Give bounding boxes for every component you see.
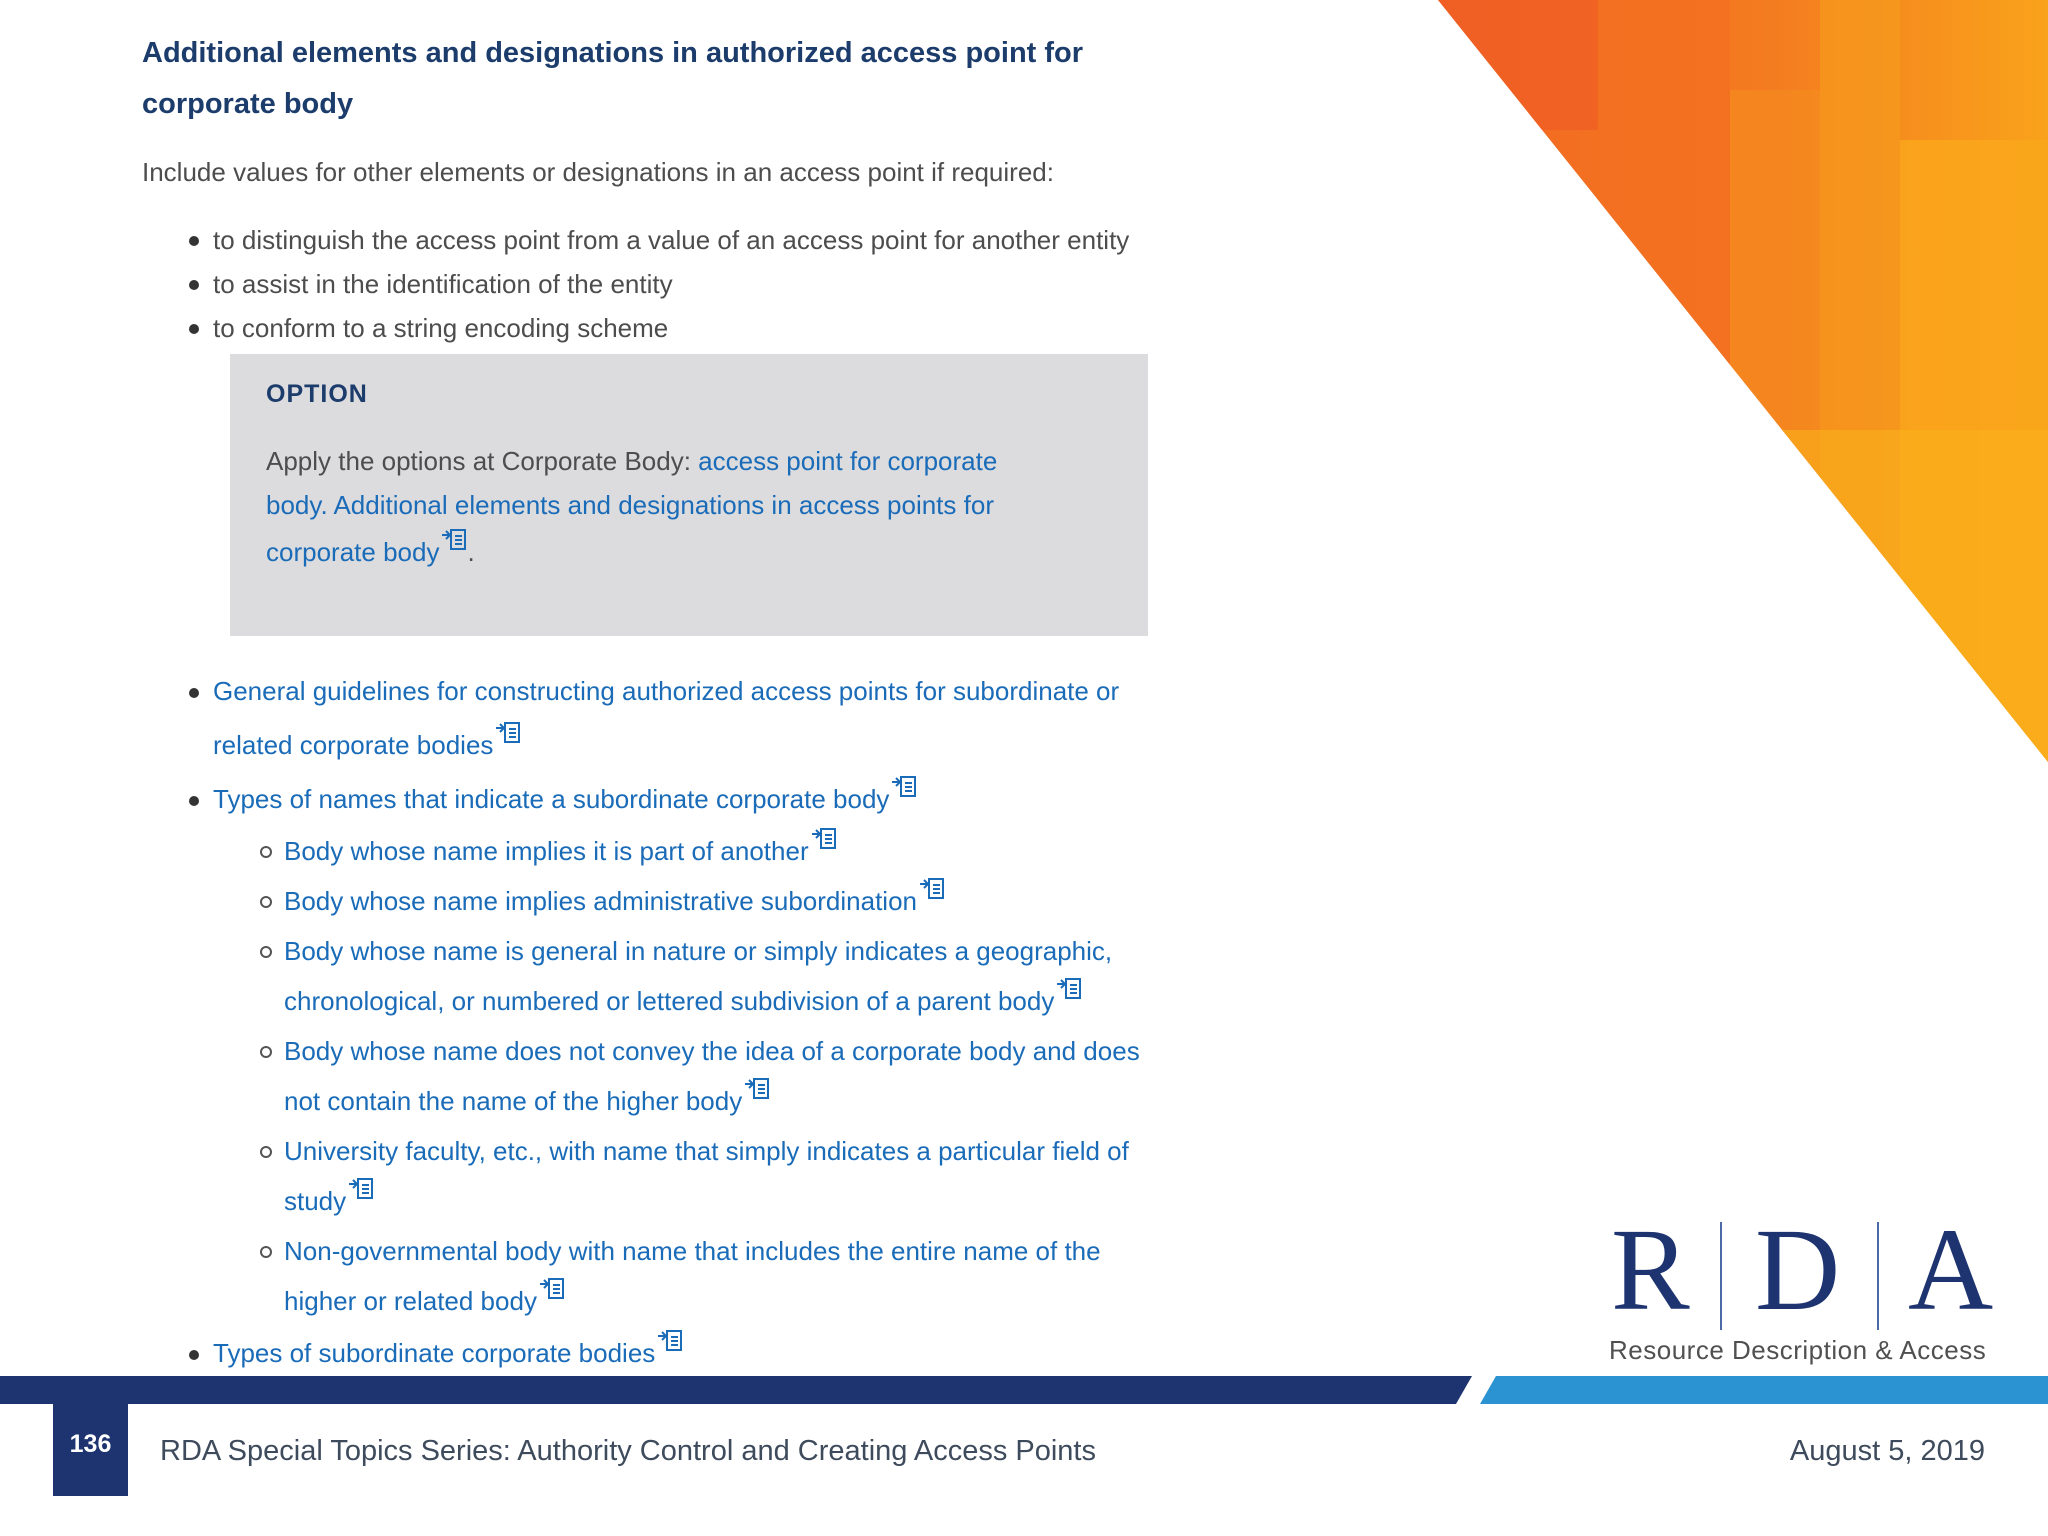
rda-logo [1605, 1204, 2005, 1370]
sub-link-university-faculty[interactable]: University faculty, etc., with name that simply indicates a particular field of study [284, 1136, 1129, 1216]
intro-text: Include values for other elements or designations in an access point if required: [142, 157, 1054, 187]
option-suffix: . [467, 537, 475, 567]
option-text [266, 439, 1036, 574]
general-guidelines-link[interactable]: General guidelines for constructing authorized access points for subordinate or related corporate bodies [213, 676, 1120, 760]
list-item [142, 664, 1157, 772]
list-item [142, 1126, 1157, 1226]
option-link[interactable]: access point for corporate body. Additional elements and designations in access points for corporate body [266, 446, 998, 567]
list-item: to distinguish the access point from a value of an access point for another entity [142, 218, 1157, 262]
external-link-icon [348, 1176, 374, 1200]
list-item: to assist in the identification of the entity [142, 262, 1157, 306]
related-links-list [142, 664, 1157, 1380]
logo-letter-a: A [1908, 1204, 1994, 1335]
types-of-subordinate-bodies-link[interactable]: Types of subordinate corporate bodies [213, 1338, 683, 1368]
list-item [142, 1326, 1157, 1380]
types-of-names-link[interactable]: Types of names that indicate a subordinate corporate body [213, 784, 917, 814]
sub-links-list [213, 826, 1157, 1326]
external-link-icon [919, 876, 945, 900]
list-item [142, 926, 1157, 1026]
sub-link-general-in-nature[interactable]: Body whose name is general in nature or simply indicates a geographic, chronological, or numbered or lettered subdivision of a parent body [284, 936, 1113, 1016]
external-link-icon [657, 1328, 683, 1352]
sub-link-part-of-another[interactable]: Body whose name implies it is part of another [284, 836, 837, 866]
orange-corner-triangle [1438, 0, 2048, 762]
list-item: to conform to a string encoding scheme [142, 306, 1157, 350]
sub-link-non-governmental[interactable]: Non-governmental body with name that includes the entire name of the higher or related body [284, 1236, 1101, 1316]
requirements-list [142, 218, 1157, 350]
option-title: OPTION [266, 380, 368, 408]
external-link-icon [1056, 976, 1082, 1000]
section-heading: Additional elements and designations in authorized access point for corporate body [142, 37, 1084, 120]
logo-letter-r: R [1611, 1204, 1690, 1335]
logo-separator [1877, 1222, 1879, 1330]
footer-title: RDA Special Topics Series: Authority Control and Creating Access Points [160, 1435, 1096, 1467]
blue-footer-bar [1480, 1376, 2048, 1404]
external-link-icon [539, 1276, 565, 1300]
option-text-prefix: Apply the options at Corporate Body: [266, 446, 699, 476]
external-link-icon [495, 720, 521, 744]
list-item [142, 826, 1157, 876]
footer-date: August 5, 2019 [1789, 1435, 1985, 1467]
option-box [230, 354, 1148, 636]
rda-toolkit-excerpt [142, 28, 1157, 1380]
list-item [142, 772, 1157, 1326]
logo-separator [1720, 1222, 1722, 1330]
logo-letter-d: D [1755, 1204, 1841, 1335]
list-item [142, 1226, 1157, 1326]
sub-link-administrative-subordination[interactable]: Body whose name implies administrative subordination [284, 886, 945, 916]
list-item [142, 1026, 1157, 1126]
external-link-icon [891, 774, 917, 798]
external-link-icon [811, 826, 837, 850]
external-link-icon [441, 527, 467, 551]
sub-link-no-corporate-idea[interactable]: Body whose name does not convey the idea of a corporate body and does not contain the name of the higher body [284, 1036, 1140, 1116]
logo-tagline: Resource Description & Access [1609, 1335, 1987, 1365]
page-number: 136 [53, 1404, 128, 1496]
navy-footer-bar [0, 1376, 1472, 1404]
external-link-icon [744, 1076, 770, 1100]
list-item [142, 876, 1157, 926]
